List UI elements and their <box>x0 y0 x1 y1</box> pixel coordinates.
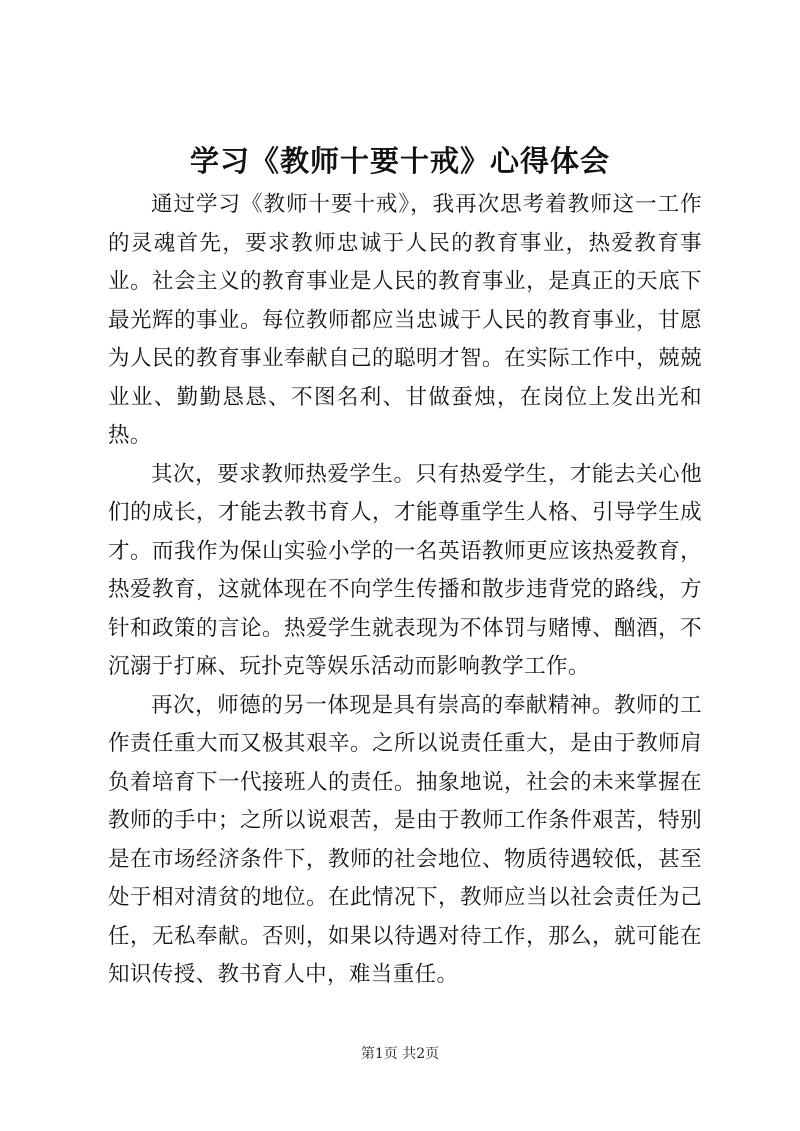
paragraph-2: 其次，要求教师热爱学生。只有热爱学生，才能去关心他们的成长，才能去教书育人，才能尊重学生人格、引导学生成才。而我作为保山实验小学的一名英语教师更应该热爱教育，热爱教育，这就体现在不向学生传播和散步违背党的路线，方针和政策的言论。热爱学生就表现为不体罚与赌博、酗酒，不沉溺于打麻、玩扑克等娱乐活动而影响教学工作。 <box>108 461 702 679</box>
page-title: 学习《教师十要十戒》心得体会 <box>189 144 610 178</box>
page-number-footer: 第1页 共2页 <box>360 1046 440 1062</box>
document-body <box>108 186 702 995</box>
paragraph-3: 再次，师德的另一体现是具有崇高的奉献精神。教师的工作责任重大而又极其艰辛。之所以说责任重大，是由于教师肩负着培育下一代接班人的责任。抽象地说，社会的未来掌握在教师的手中；之所以说艰苦，是由于教师工作条件艰苦，特别是在市场经济条件下，教师的社会地位、物质待遇较低，甚至处于相对清贫的地位。在此情况下，教师应当以社会责任为己任，无私奉献。否则，如果以待遇对待工作，那么，就可能在知识传授、教书育人中，难当重任。 <box>108 692 702 987</box>
paragraph-1: 通过学习《教师十要十戒》，我再次思考着教师这一工作的灵魂首先，要求教师忠诚于人民的教育事业，热爱教育事业。社会主义的教育事业是人民的教育事业，是真正的天底下最光辉的事业。每位教师都应当忠诚于人民的教育事业，甘愿为人民的教育事业奉献自己的聪明才智。在实际工作中，兢兢业业、勤勤恳恳、不图名利、甘做蚕烛，在岗位上发出光和热。 <box>108 192 702 448</box>
